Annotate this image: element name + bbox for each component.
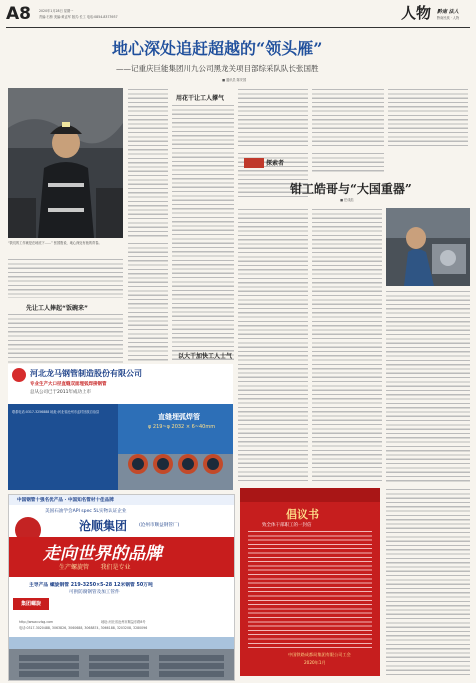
date-line: 2020年1月28日 星期一 — [39, 9, 74, 13]
feature-byline: ■ 任成彪 — [340, 198, 354, 202]
lead-text-block — [238, 88, 308, 148]
col-heading-2: 用花干让工人撑气 — [176, 95, 225, 102]
col-heading-1: 先让工人捧起“饭碗来” — [26, 305, 88, 312]
lead-text-block — [128, 88, 168, 238]
lead-text-block — [8, 313, 123, 363]
lead-text-block — [128, 242, 168, 362]
lead-text-block — [312, 88, 384, 148]
machinist-photo — [386, 208, 470, 286]
cz-products: 主导产品 螺旋钢管 219-3250×5-28 12米钢管 50万吨 — [29, 583, 153, 588]
cz-logo-name: 集团螺旋 — [13, 598, 49, 610]
paper-name: 黔南 法人 — [437, 9, 459, 15]
proposal-subtitle: 致全体干部职工的一封信 — [262, 523, 312, 528]
page-number: A8 — [6, 4, 31, 24]
page-header — [6, 4, 470, 26]
editor-line: 责编:石桥 美编:黄孟军 版式:长工 电话:0854-8373937 — [39, 15, 118, 19]
miner-photo — [8, 88, 123, 238]
longfa-sub2: 总从公司已于2011年成功上市 — [30, 390, 91, 395]
longfa-contact: 联系电话:0317-3256888 地址:河北省沧州市孟村回族自治县 — [12, 410, 100, 414]
longfa-logo-icon — [12, 368, 26, 382]
section-sub: 黔南民族 · 人物 — [437, 16, 460, 20]
lead-byline: ■ 通讯员 陈安国 — [222, 78, 247, 82]
longfa-spec: φ 219~φ 2032 × 6~40mm — [148, 424, 216, 430]
cz-top-line: 中国钢管十强名优产品 · 中国知名管材十佳品牌 — [17, 498, 114, 503]
feature-text-block — [312, 208, 382, 483]
proposal-text-block — [248, 530, 372, 648]
cz-brand: 沧顺集团 — [79, 519, 128, 533]
cz-slogan: 走向世界的品牌 — [43, 544, 162, 564]
proposal-date: 2020年1月 — [304, 660, 326, 665]
feature-text-block — [312, 152, 384, 172]
proposal-signature: 中国铁路成都局集团有限公司工会 — [288, 652, 351, 657]
cangzhou-ad — [8, 494, 235, 681]
cz-certs: 美国石油学会API spec 5L实物认证企业 — [45, 509, 127, 514]
photo-caption: “我们的工作就是在地底下……” 张国胜说，地心深处有他的青春。 — [8, 241, 102, 245]
cz-website: http://www.czlsg.com — [19, 620, 54, 624]
cz-text-block — [53, 598, 229, 618]
lead-text-block — [172, 104, 234, 362]
longfa-sub1: 专业生产大口径直缝双面埋弧焊接钢管 — [30, 382, 107, 387]
explorer-tag-icon — [244, 158, 264, 168]
longfa-right-label: 直缝埋弧焊管 — [158, 413, 200, 421]
feature-text-block — [386, 488, 470, 678]
explorer-tag: 探索者 — [266, 160, 285, 167]
cz-phone: 电话:0317-3020488, 3063826, 3060688, 3068874, 3066188, 3203208, 3280096 — [19, 626, 148, 630]
feature-text-block — [386, 290, 470, 483]
cz-tag: 生产螺旋管 我们是专业 — [59, 564, 131, 571]
proposal-title: 倡议书 — [286, 508, 319, 521]
section-title: 人物 — [401, 4, 432, 22]
lead-headline: 地心深处追赶超越的“领头雁” — [112, 39, 323, 58]
cz-sub-products: 可供防腐钢管及加工管件 — [69, 590, 120, 595]
feature-text-block — [238, 208, 308, 483]
header-rule — [6, 27, 470, 28]
longfa-ad — [8, 364, 233, 490]
pipe-yard-image — [9, 637, 234, 680]
lead-text-block — [388, 88, 468, 148]
lead-text-block — [8, 258, 123, 298]
lead-subhead: ——记重庆巨能集团川九公司黑龙关项目部综采队队长张国胜 — [116, 64, 319, 73]
longfa-title: 河北龙马钢管制造股份有限公司 — [30, 369, 142, 378]
proposal-box — [240, 488, 380, 676]
cz-brand-sub: (沧州市顺益钢管厂) — [139, 523, 180, 528]
col-heading-3: 以大干加快工人士气 — [178, 353, 233, 360]
feature-headline: 钳工皓哥与“大国重器” — [290, 182, 412, 196]
cz-address: 地址:河北省沧州市顺益东路8号 — [101, 620, 146, 624]
